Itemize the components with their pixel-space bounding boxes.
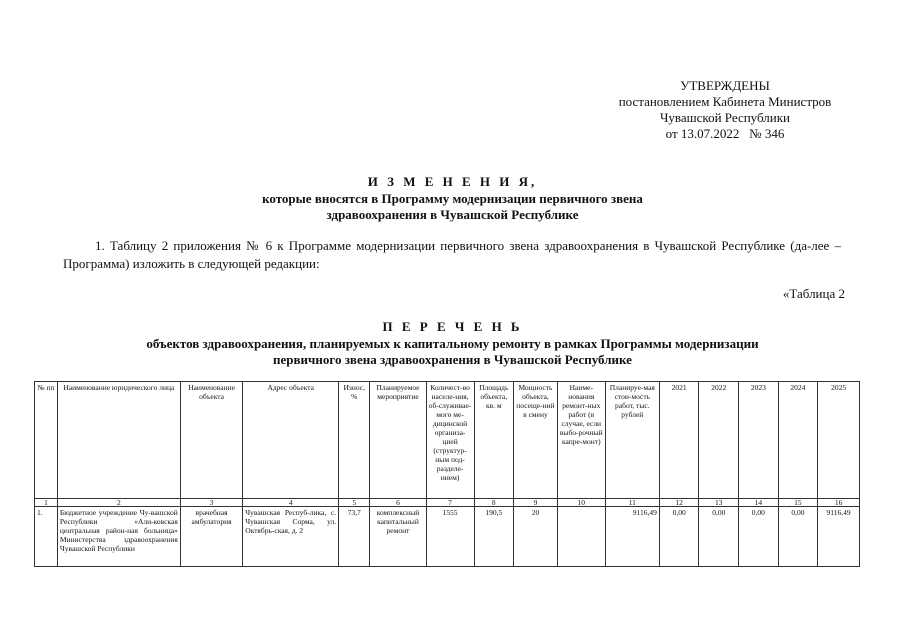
number-cell: 14 bbox=[739, 499, 779, 507]
table-row bbox=[35, 507, 860, 567]
number-cell: 16 bbox=[818, 499, 860, 507]
cell-2024: 0,00 bbox=[778, 507, 818, 567]
changes-subtitle-line-1: которые вносятся в Программу модернизации первичного звена bbox=[262, 191, 643, 206]
number-cell: 6 bbox=[370, 499, 426, 507]
body-paragraph: 1. Таблицу 2 приложения № 6 к Программе модернизации первичного звена здравоохранения в Чувашской Республике (да-лее – Программа) изложить в следующей редакции: bbox=[63, 238, 841, 271]
table-number-row bbox=[35, 499, 860, 507]
table-header-row bbox=[35, 382, 860, 499]
approval-line-2: постановлением Кабинета Министров bbox=[618, 94, 832, 109]
number-cell: 13 bbox=[699, 499, 739, 507]
header-cell-capacity: Мощность объекта, посеще-ний в смену bbox=[514, 382, 558, 499]
header-cell-cost: Планируе-мая стои-мость работ, тыс. рублей bbox=[605, 382, 659, 499]
objects-table bbox=[34, 381, 860, 567]
number-cell: 10 bbox=[557, 499, 605, 507]
number-cell: 5 bbox=[339, 499, 370, 507]
cell-population: 1555 bbox=[426, 507, 474, 567]
cell-object: врачебная амбулатория bbox=[180, 507, 242, 567]
number-cell: 7 bbox=[426, 499, 474, 507]
header-cell-population: Количест-во населе-ния, об-служивае-мого ме-дицинской организа-цией (структур-ным под-разделе-нием) bbox=[426, 382, 474, 499]
header-cell-object: Наименование объекта bbox=[180, 382, 242, 499]
cell-address: Чувашская Респуб-лика, с. Чувашская Сорма, ул. Октябрь-ская, д. 2 bbox=[243, 507, 339, 567]
number-cell: 15 bbox=[778, 499, 818, 507]
number-cell: 1 bbox=[35, 499, 58, 507]
number-cell: 2 bbox=[57, 499, 180, 507]
changes-title: И З М Е Н Е Н И Я, bbox=[367, 174, 538, 189]
number-cell: 11 bbox=[605, 499, 659, 507]
cell-2023: 0,00 bbox=[739, 507, 779, 567]
list-subtitle-line-2: первичного звена здравоохранения в Чувашской Республике bbox=[273, 352, 632, 367]
list-subtitle bbox=[0, 336, 905, 368]
changes-subtitle-line-2: здравоохранения в Чувашской Республике bbox=[326, 207, 579, 222]
cell-entity: Бюджетное учреждение Чу-вашской Республики «Али-ковская центральная район-ная больница» Министерства здравоохранения Чувашской Республики bbox=[57, 507, 180, 567]
list-subtitle-line-1: объектов здравоохранения, планируемых к капитальному ремонту в рамках Программы модернизации bbox=[146, 336, 759, 351]
header-cell-2024: 2024 bbox=[778, 382, 818, 499]
number-cell: 9 bbox=[514, 499, 558, 507]
cell-measure: комплексный капитальный ремонт bbox=[370, 507, 426, 567]
table-reference: «Таблица 2 bbox=[782, 286, 845, 301]
header-cell-entity: Наименование юридического лица bbox=[57, 382, 180, 499]
cell-2021: 0,00 bbox=[659, 507, 699, 567]
header-cell-2022: 2022 bbox=[699, 382, 739, 499]
cell-area: 190,5 bbox=[474, 507, 514, 567]
cell-num: 1. bbox=[35, 507, 58, 567]
header-cell-works: Наиме-нования ремонт-ных работ (в случае, если выбо-рочный капре-монт) bbox=[557, 382, 605, 499]
approval-line-3: Чувашской Республики bbox=[659, 110, 791, 125]
number-cell: 8 bbox=[474, 499, 514, 507]
changes-subtitle bbox=[0, 191, 905, 223]
number-cell: 12 bbox=[659, 499, 699, 507]
number-cell: 4 bbox=[243, 499, 339, 507]
cell-2025: 9116,49 bbox=[818, 507, 860, 567]
header-cell-measure: Планируемое мероприятие bbox=[370, 382, 426, 499]
header-cell-2021: 2021 bbox=[659, 382, 699, 499]
header-cell-area: Площадь объекта, кв. м bbox=[474, 382, 514, 499]
approval-stamp bbox=[560, 78, 890, 142]
header-cell-num: № пп bbox=[35, 382, 58, 499]
cell-cost: 9116,49 bbox=[605, 507, 659, 567]
approval-line-1: УТВЕРЖДЕНЫ bbox=[680, 78, 770, 93]
header-cell-wear: Износ, % bbox=[339, 382, 370, 499]
list-title: П Е Р Е Ч Е Н Ь bbox=[382, 319, 523, 334]
header-cell-address: Адрес объекта bbox=[243, 382, 339, 499]
number-cell: 3 bbox=[180, 499, 242, 507]
cell-wear: 73,7 bbox=[339, 507, 370, 567]
cell-2022: 0,00 bbox=[699, 507, 739, 567]
cell-works bbox=[557, 507, 605, 567]
approval-line-4: от 13.07.2022 № 346 bbox=[665, 126, 785, 141]
header-cell-2025: 2025 bbox=[818, 382, 860, 499]
cell-capacity: 20 bbox=[514, 507, 558, 567]
header-cell-2023: 2023 bbox=[739, 382, 779, 499]
